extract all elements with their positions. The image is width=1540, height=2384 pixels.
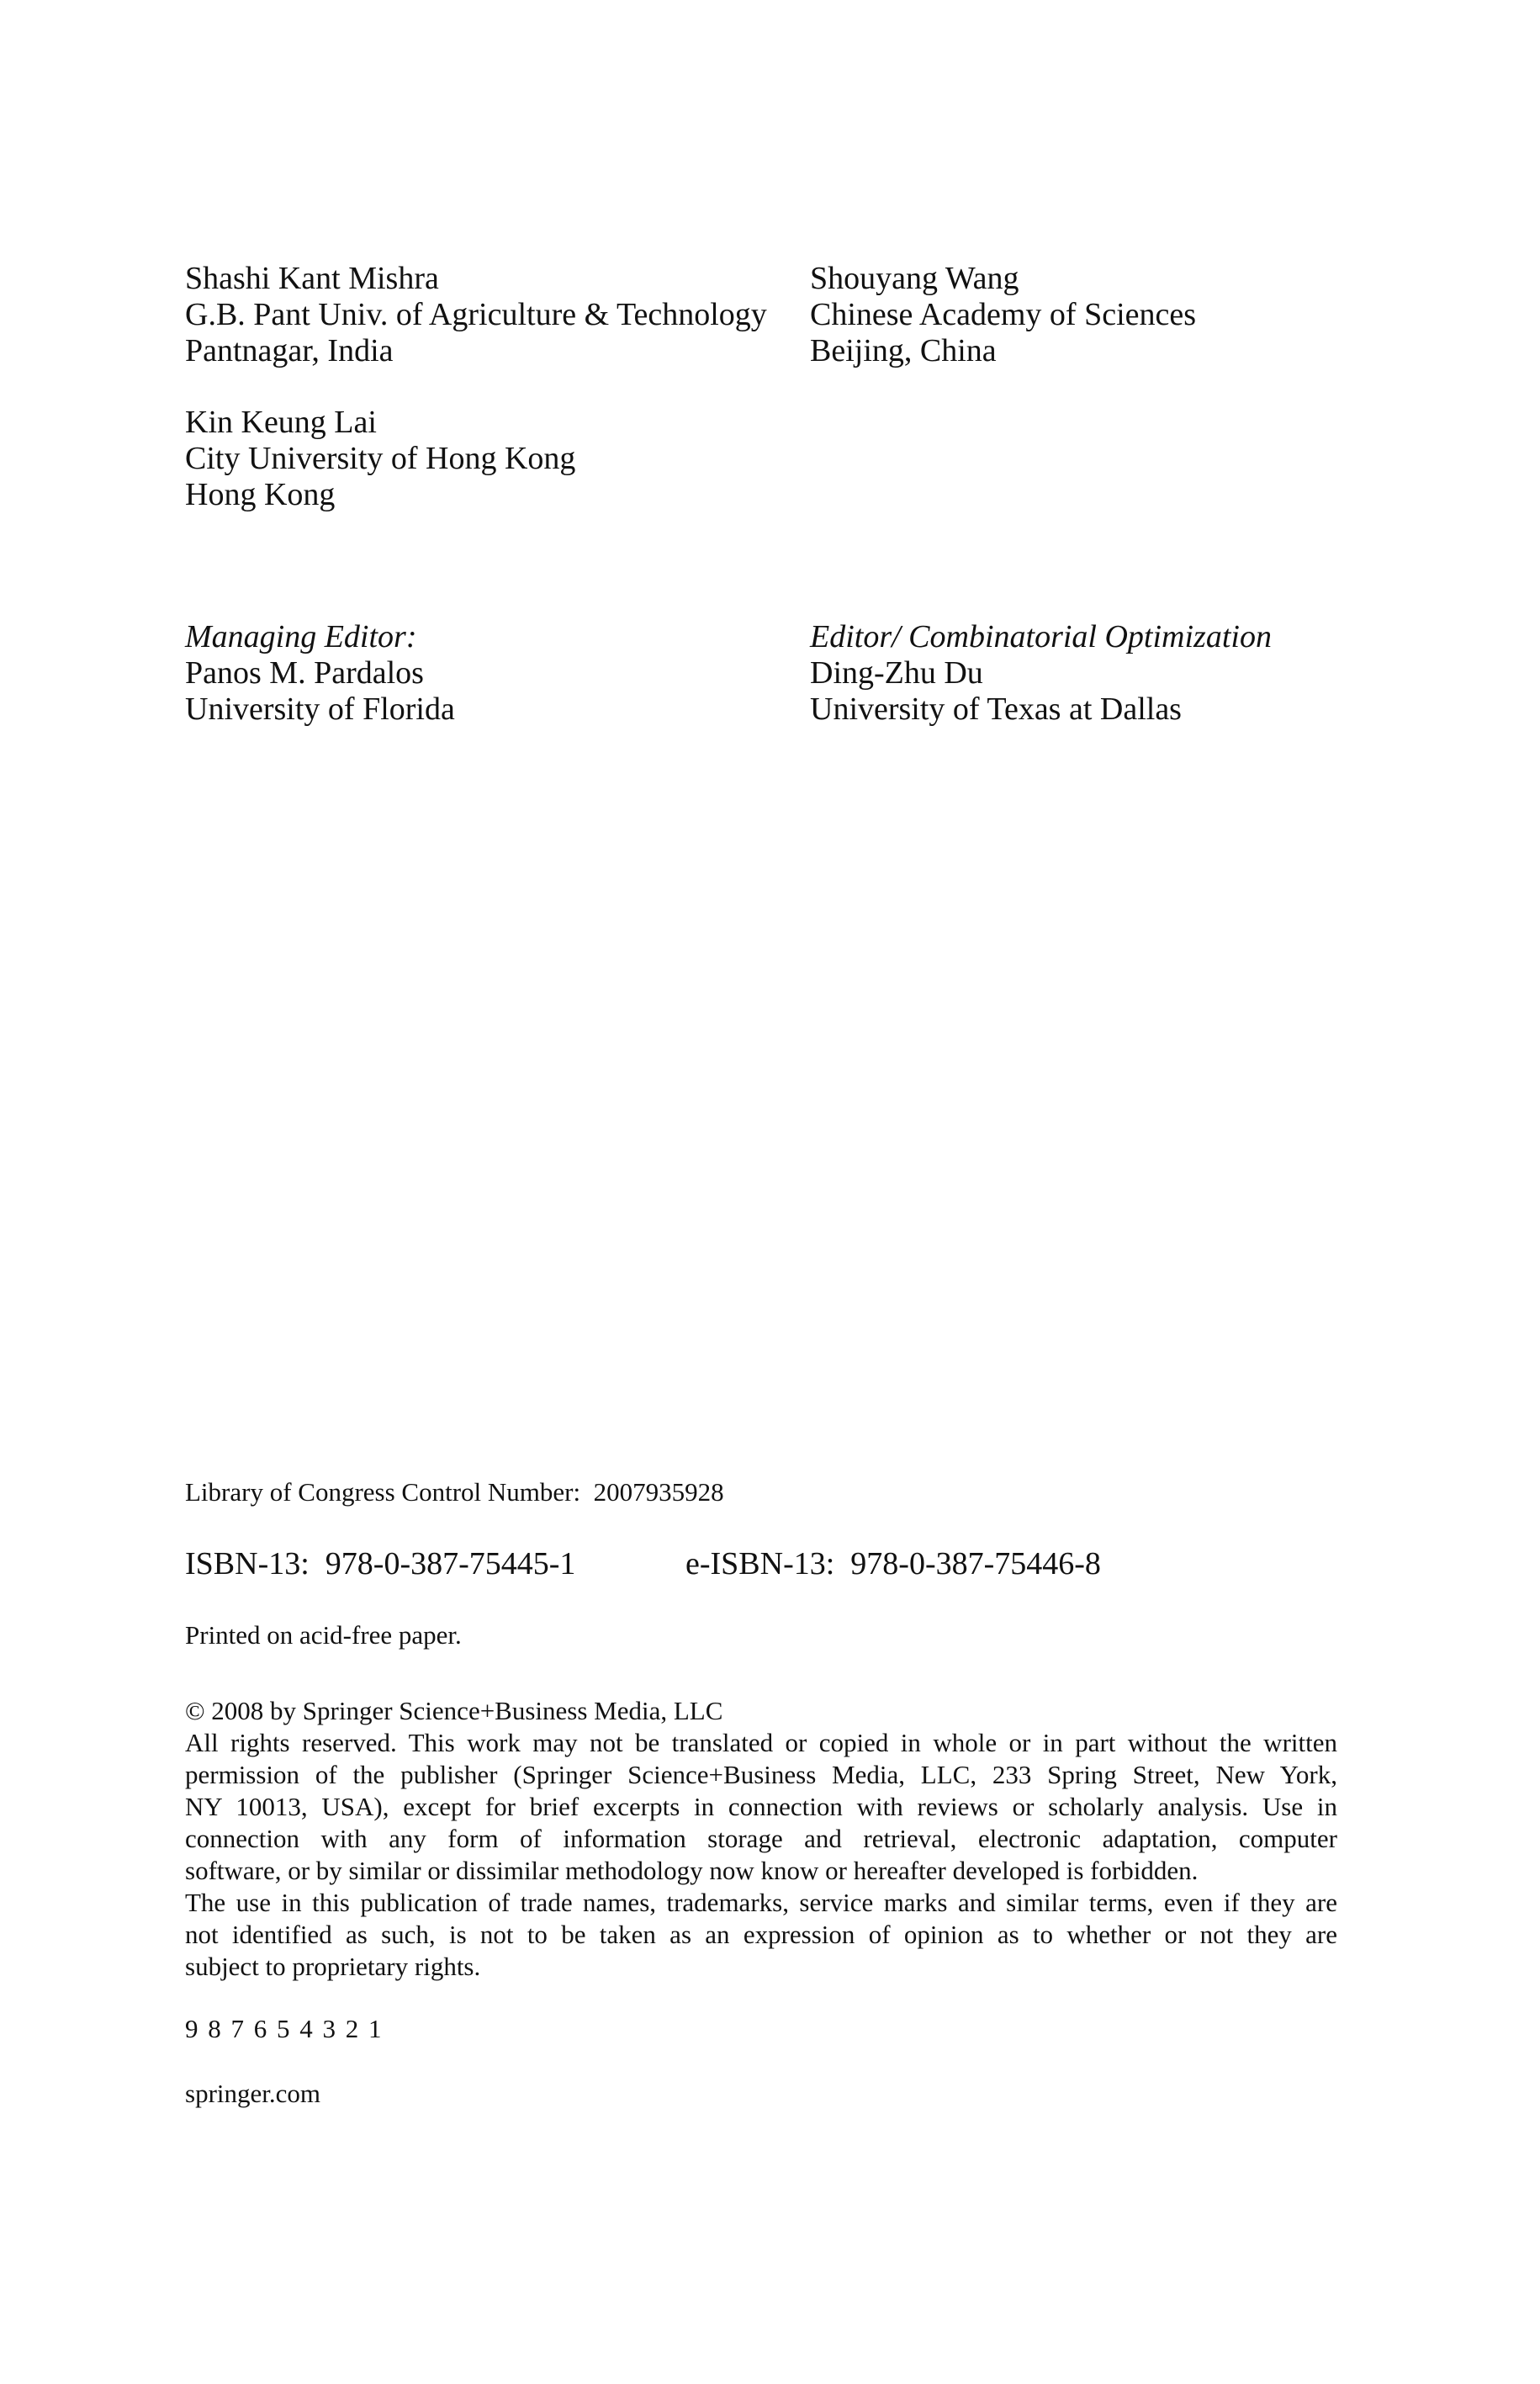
author-affiliation: G.B. Pant Univ. of Agriculture & Technology xyxy=(185,297,767,332)
lccn-line: Library of Congress Control Number: 2007935928 xyxy=(185,1477,724,1507)
author-name: Shouyang Wang xyxy=(810,261,1019,296)
author-location: Beijing, China xyxy=(810,333,997,368)
author-affiliation: Chinese Academy of Sciences xyxy=(810,297,1197,332)
editor-role: Editor/ Combinatorial Optimization xyxy=(810,619,1272,654)
author-block-mishra xyxy=(185,261,767,369)
rights-line: connection with any form of information storage and retrieval, electronic adaptation, computer xyxy=(185,1824,1337,1853)
trademark-line: not identified as such, is not to be taken as an expression of opinion as to whether or not they are xyxy=(185,1920,1337,1949)
editor-role: Managing Editor: xyxy=(185,619,417,654)
copyright-notice xyxy=(185,1695,1337,1983)
rights-line: All rights reserved. This work may not be translated or copied in whole or in part without the written xyxy=(185,1728,1337,1757)
editor-name: Ding-Zhu Du xyxy=(810,655,983,691)
editor-name: Panos M. Pardalos xyxy=(185,655,424,691)
rights-line: NY 10013, USA), except for brief excerpts in connection with reviews or scholarly analysis. Use in xyxy=(185,1792,1337,1821)
author-block-lai xyxy=(185,405,575,513)
isbn-line: ISBN-13: 978-0-387-75445-1 xyxy=(185,1546,576,1581)
publisher-website[interactable]: springer.com xyxy=(185,2079,320,2108)
printing-line: 9 8 7 6 5 4 3 2 1 xyxy=(185,2014,384,2043)
rights-line: permission of the publisher (Springer Science+Business Media, LLC, 233 Spring Street, New York, xyxy=(185,1760,1337,1789)
trademark-line: subject to proprietary rights. xyxy=(185,1952,481,1981)
trademark-line: The use in this publication of trade names, trademarks, service marks and similar terms, even if they are xyxy=(185,1888,1337,1917)
author-name: Kin Keung Lai xyxy=(185,405,377,440)
author-location: Pantnagar, India xyxy=(185,333,394,368)
eisbn-line: e-ISBN-13: 978-0-387-75446-8 xyxy=(685,1546,1101,1581)
acid-free-paper-line: Printed on acid-free paper. xyxy=(185,1620,462,1650)
editor-affiliation: University of Florida xyxy=(185,691,455,727)
author-block-wang xyxy=(810,261,1196,369)
author-location: Hong Kong xyxy=(185,477,336,512)
copyright-line: © 2008 by Springer Science+Business Media, LLC xyxy=(185,1696,723,1725)
managing-editor-block xyxy=(185,619,455,728)
rights-line: software, or by similar or dissimilar methodology now know or hereafter developed is forbidden. xyxy=(185,1856,1199,1885)
editor-affiliation: University of Texas at Dallas xyxy=(810,691,1182,727)
author-affiliation: City University of Hong Kong xyxy=(185,441,576,476)
combinatorial-editor-block xyxy=(810,619,1272,728)
author-name: Shashi Kant Mishra xyxy=(185,261,439,296)
